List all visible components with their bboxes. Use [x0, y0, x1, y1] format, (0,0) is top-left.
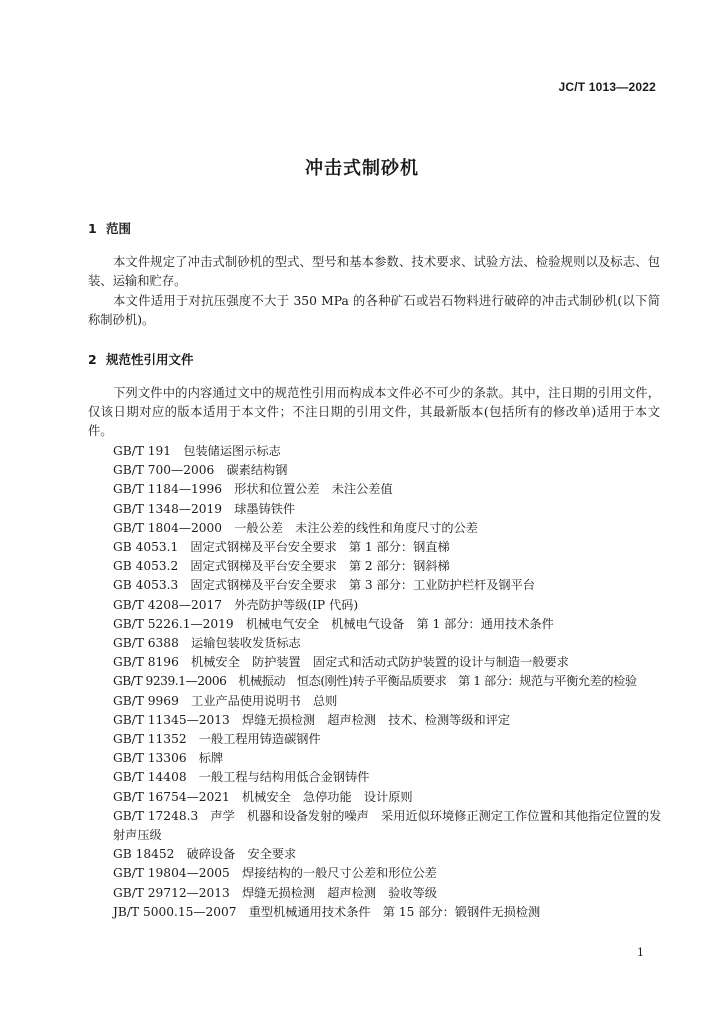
reference-code: GB 4053.2: [113, 559, 179, 574]
reference-item: [88, 768, 663, 787]
reference-title: 运输包装收发货标志: [191, 636, 301, 651]
reference-item: [88, 845, 663, 864]
reference-code: GB/T 9969: [113, 693, 179, 708]
reference-title: 声学 机器和设备发射的噪声 采用近似环境修正测定工作位置和其他指定位置的发射声压级: [113, 808, 662, 843]
references-intro: 下列文件中的内容通过文中的规范性引用而构成本文件必不可少的条款。其中，注日期的引用文件，仅该日期对应的版本适用于本文件；不注日期的引用文件，其最新版本(包括所有的修改单)适用于本文件。: [88, 386, 660, 438]
reference-title: 焊接结构的一般尺寸公差和形位公差: [241, 866, 437, 881]
reference-title: 一般工程用铸造碳钢件: [198, 732, 321, 747]
reference-title: 标牌: [198, 751, 224, 766]
reference-item: [88, 903, 663, 922]
reference-code: GB/T 5226.1—2019: [113, 616, 234, 631]
section-title: 规范性引用文件: [106, 352, 194, 367]
reference-item: [88, 576, 663, 595]
reference-title: 破碎设备 安全要求: [186, 847, 297, 862]
reference-item: [88, 519, 663, 538]
reference-title: 球墨铸铁件: [234, 501, 296, 516]
reference-item: [88, 538, 663, 557]
reference-title: 形状和位置公差 未注公差值: [234, 482, 393, 497]
reference-item: [88, 749, 663, 768]
reference-code: GB 4053.3: [113, 578, 179, 593]
section-number: 1: [88, 221, 97, 236]
reference-code: GB/T 1184—1996: [113, 482, 223, 497]
reference-title: 机械安全 防护装置 固定式和活动式防护装置的设计与制造一般要求: [191, 655, 569, 670]
reference-title: 机械安全 急停功能 设计原则: [241, 789, 413, 804]
reference-item: [88, 653, 663, 672]
reference-code: GB/T 11352: [113, 732, 187, 747]
reference-title: 焊缝无损检测 超声检测 技术、检测等级和评定: [241, 712, 511, 727]
reference-title: 固定式钢梯及平台安全要求 第 1 部分：钢直梯: [190, 540, 450, 555]
reference-item: [88, 596, 663, 615]
reference-code: GB/T 16754—2021: [113, 789, 230, 804]
scope-paragraph-2: 本文件适用于对抗压强度不大于 350 MPa 的各种矿石或岩石物料进行破碎的冲击式制砂机(以下简称制砂机)。: [88, 294, 660, 327]
reference-code: JB/T 5000.15—2007: [113, 904, 237, 919]
reference-code: GB/T 700—2006: [113, 463, 215, 478]
reference-title: 固定式钢梯及平台安全要求 第 2 部分：钢斜梯: [190, 559, 450, 574]
reference-title: 固定式钢梯及平台安全要求 第 3 部分：工业防护栏杆及钢平台: [190, 578, 535, 593]
section-number: 2: [88, 352, 97, 367]
section-title: 范围: [106, 221, 132, 236]
reference-title: 包装储运图示标志: [183, 444, 281, 458]
reference-item: [88, 442, 663, 461]
reference-code: GB 18452: [113, 847, 175, 862]
reference-code: GB/T 29712—2013: [113, 885, 230, 900]
reference-list: [88, 442, 663, 922]
reference-title: 机械电气安全 机械电气设备 第 1 部分：通用技术条件: [245, 616, 554, 631]
reference-item: [88, 500, 663, 519]
reference-code: GB/T 14408: [113, 770, 187, 785]
reference-title: 一般工程与结构用低合金钢铸件: [198, 770, 370, 785]
reference-code: GB/T 9239.1—2006: [113, 674, 227, 689]
reference-code: GB/T 1348—2019: [113, 501, 223, 516]
reference-item: [88, 461, 663, 480]
reference-title: 碳素结构钢: [226, 463, 288, 478]
reference-title: 外壳防护等级(IP 代码): [234, 597, 359, 612]
reference-item: [88, 672, 663, 691]
reference-code: GB/T 6388: [113, 636, 179, 651]
reference-code: GB/T 17248.3: [113, 808, 199, 823]
section-1-heading: [88, 219, 131, 237]
scope-paragraph-1: 本文件规定了冲击式制砂机的型式、型号和基本参数、技术要求、试验方法、检验规则以及标志、包装、运输和贮存。: [88, 255, 660, 288]
reference-code: GB 4053.1: [113, 540, 179, 555]
reference-item: [88, 788, 663, 807]
reference-title: 重型机械通用技术条件 第 15 部分：锻钢件无损检测: [248, 904, 541, 919]
page-number: 1: [637, 946, 644, 959]
reference-code: GB/T 8196: [113, 655, 179, 670]
reference-code: GB/T 19804—2005: [113, 866, 230, 881]
reference-item: [88, 615, 663, 634]
reference-code: GB/T 4208—2017: [113, 597, 223, 612]
reference-title: 机械振动 恒态(刚性)转子平衡品质要求 第 1 部分：规范与平衡允差的检验: [238, 674, 637, 689]
reference-item: [88, 807, 663, 845]
reference-title: 工业产品使用说明书 总则: [191, 693, 338, 708]
page-title: 冲击式制砂机: [305, 158, 419, 179]
reference-code: GB/T 1804—2000: [113, 520, 223, 535]
standard-code: JC/T 1013—2022: [558, 80, 656, 94]
reference-item: [88, 884, 663, 903]
reference-code: GB/T 13306: [113, 751, 187, 766]
reference-item: [88, 730, 663, 749]
reference-item: [88, 557, 663, 576]
reference-item: [88, 634, 663, 653]
reference-item: [88, 692, 663, 711]
reference-code: GB/T 191: [113, 444, 172, 458]
reference-item: [88, 864, 663, 883]
reference-item: [88, 480, 663, 499]
reference-item: [88, 711, 663, 730]
reference-title: 一般公差 未注公差的线性和角度尺寸的公差: [234, 520, 478, 535]
section-2-heading: [88, 350, 194, 368]
reference-code: GB/T 11345—2013: [113, 712, 230, 727]
reference-title: 焊缝无损检测 超声检测 验收等级: [241, 885, 437, 900]
